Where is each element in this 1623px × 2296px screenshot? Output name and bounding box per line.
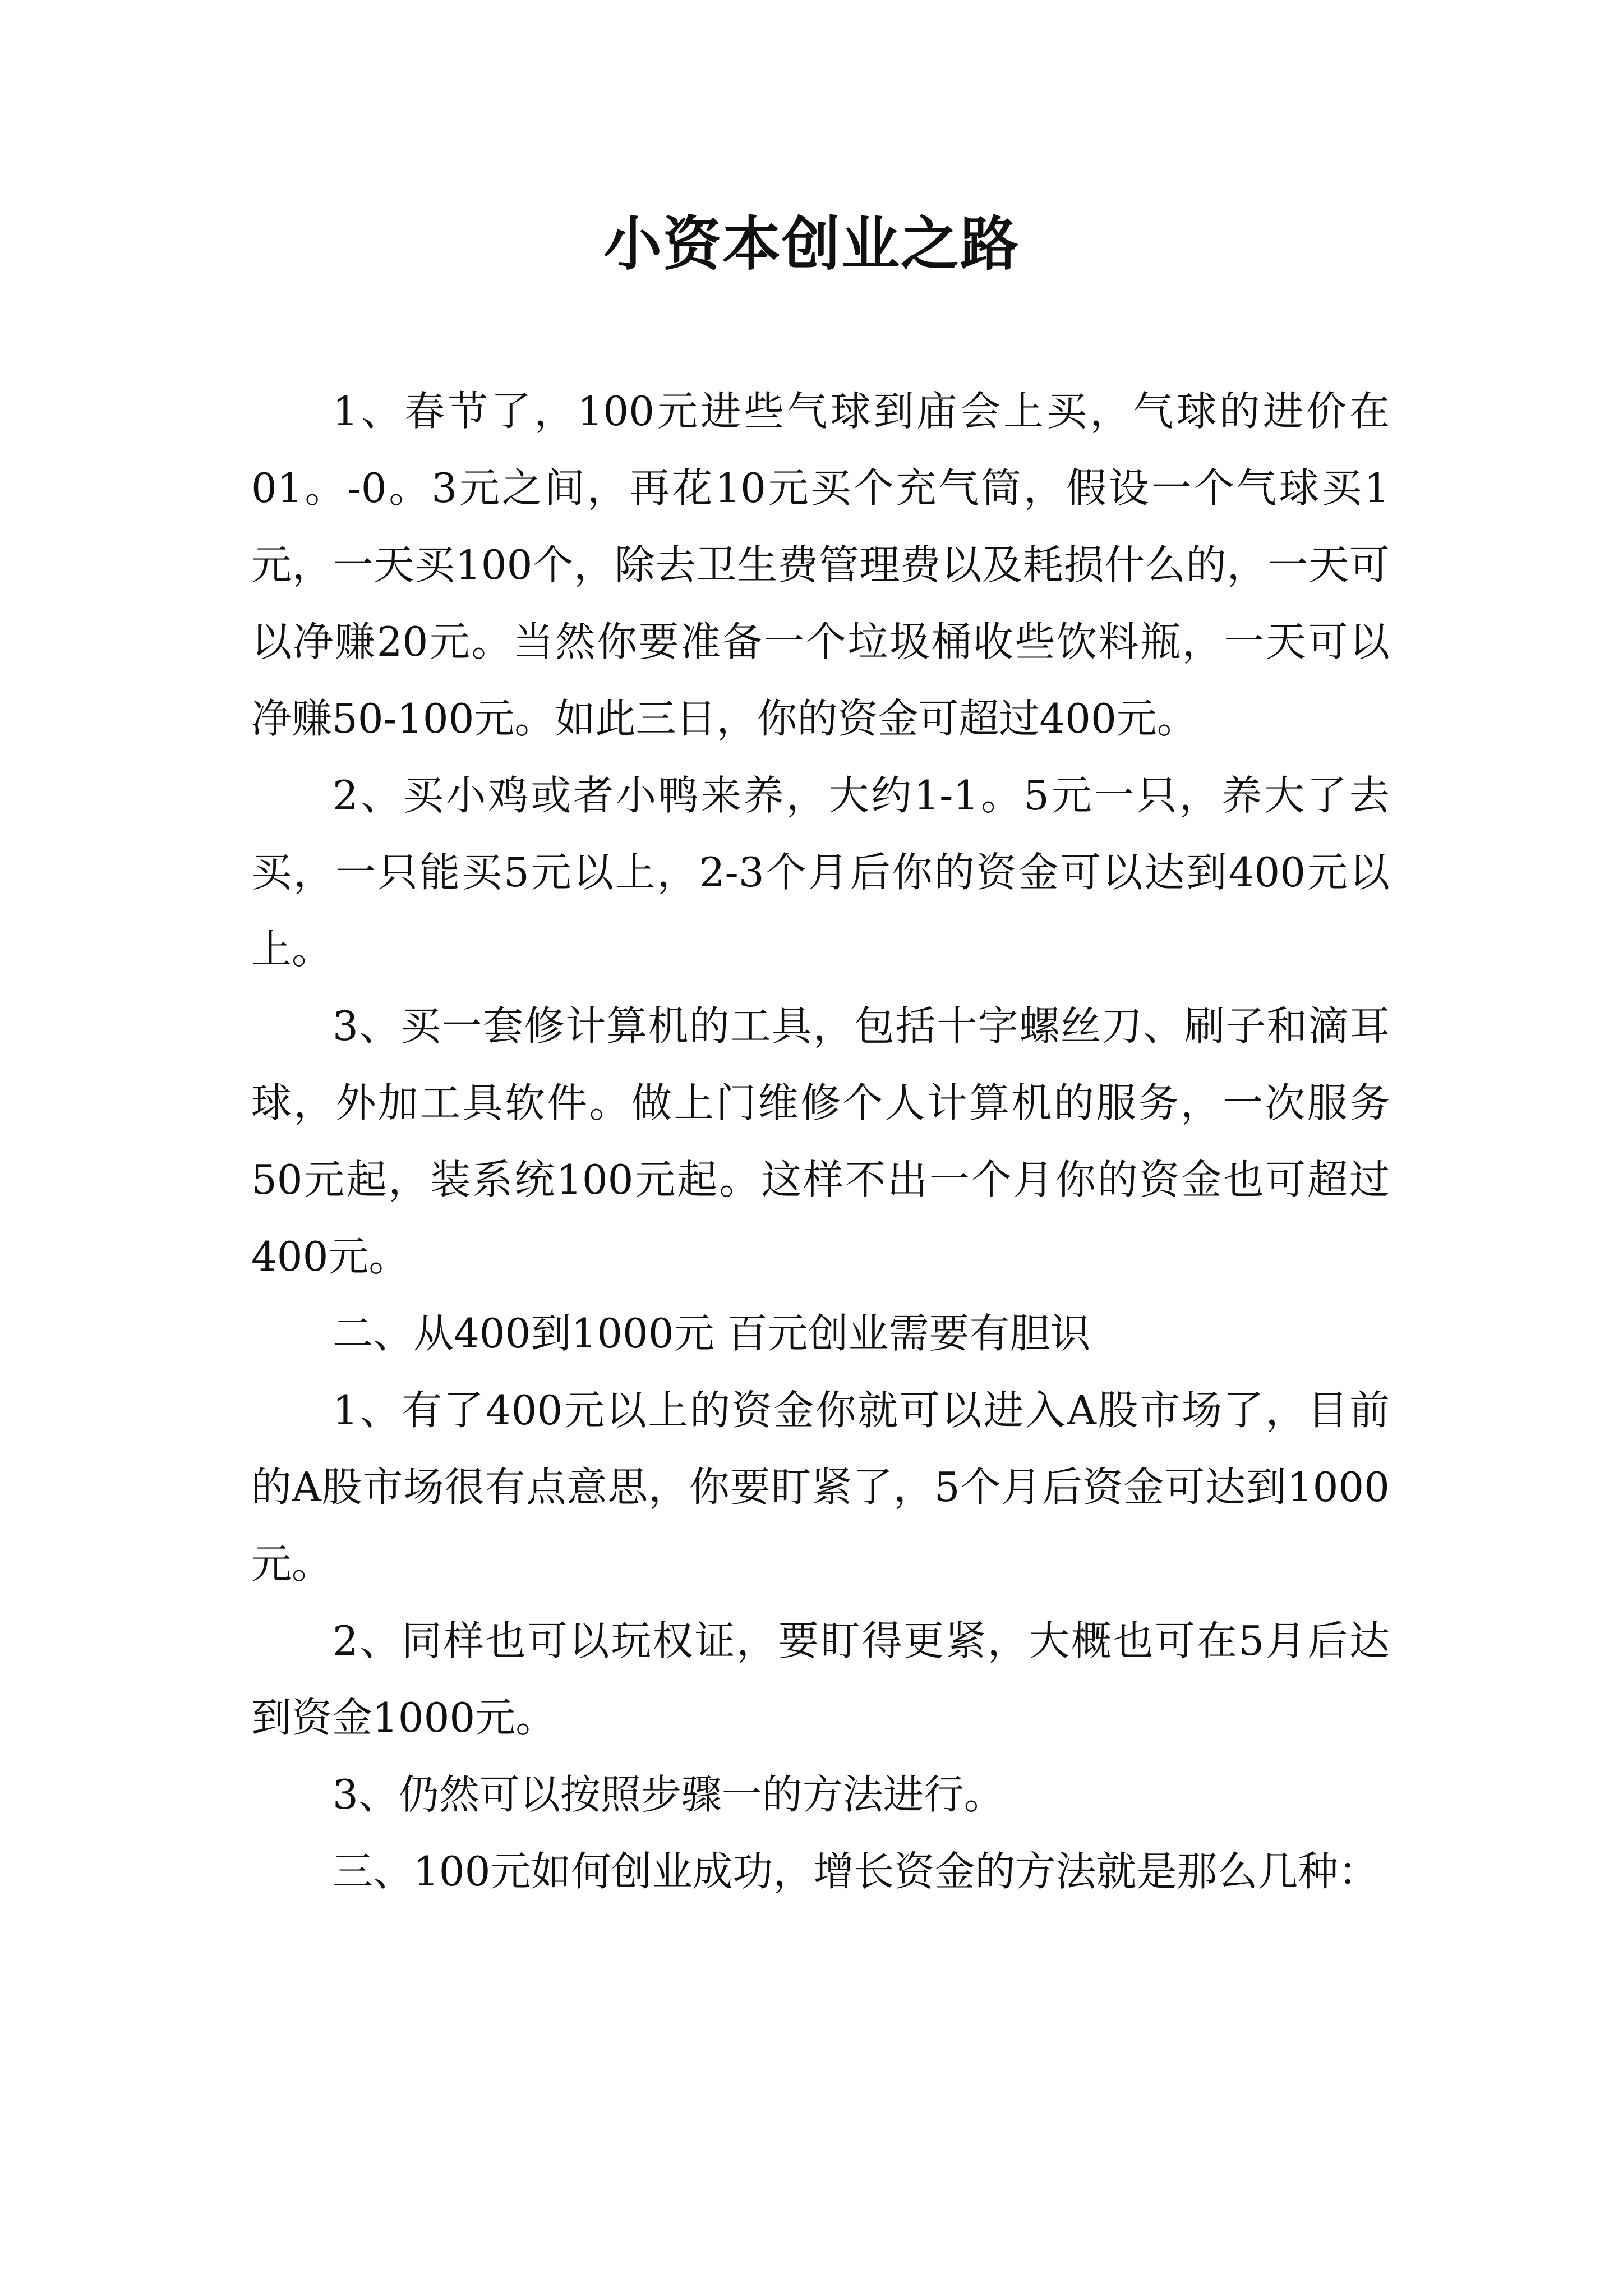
- paragraph-repeat-step-one: 3、仍然可以按照步骤一的方法进行。: [333, 1771, 1004, 1818]
- document-title: 小资本创业之路: [603, 209, 1020, 278]
- section-heading-three: 三、100元如何创业成功，增长资金的方法就是那么几种：: [333, 1848, 1379, 1895]
- paragraph-balloons: 1、春节了，100元进些气球到庙会上买，气球的进价在01。-0。3元之间，再花10元买个充气筒，假设一个气球买1元，一天买100个，除去卫生费管理费以及耗损什么的，一天可以净赚20元。当然你要准备一个垃圾桶收些饮料瓶，一天可以净赚50-100元。如此三日，你的资金可超过400元。: [251, 388, 1390, 742]
- section-heading-two: 二、从400到1000元 百元创业需要有胆识: [333, 1310, 1091, 1357]
- paragraph-stock-market: 1、有了400元以上的资金你就可以进入A股市场了，目前的A股市场很有点意思，你要盯紧了，5个月后资金可达到1000元。: [251, 1387, 1390, 1588]
- paragraph-poultry: 2、买小鸡或者小鸭来养，大约1-1。5元一只，养大了去买，一只能买5元以上，2-3个月后你的资金可以达到400元以上。: [251, 772, 1390, 973]
- paragraph-computer-repair: 3、买一套修计算机的工具，包括十字螺丝刀、刷子和滴耳球，外加工具软件。做上门维修个人计算机的服务，一次服务50元起，装系统100元起。这样不出一个月你的资金也可超过400元。: [251, 1002, 1390, 1280]
- paragraph-warrants: 2、同样也可以玩权证，要盯得更紧，大概也可在5月后达到资金1000元。: [251, 1617, 1390, 1741]
- document-body: [251, 373, 1390, 1910]
